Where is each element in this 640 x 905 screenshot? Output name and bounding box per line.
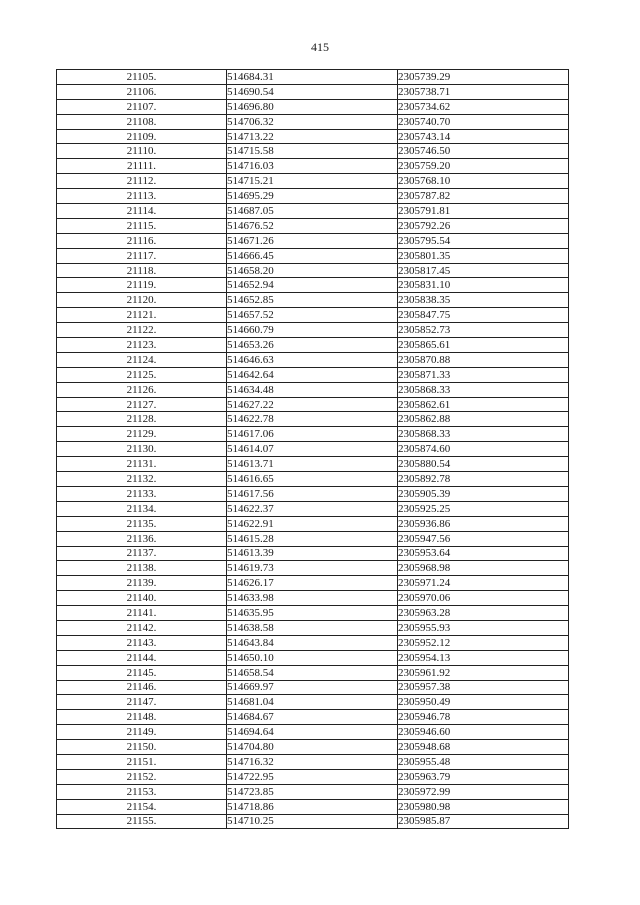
x-coordinate-cell: 514690.54 [227, 84, 398, 99]
point-number-cell: 21123. [57, 338, 227, 353]
page-number: 415 [311, 40, 329, 54]
point-number-cell: 21134. [57, 501, 227, 516]
y-coordinate-cell: 2305955.48 [398, 754, 569, 769]
y-coordinate-cell: 2305950.49 [398, 695, 569, 710]
y-coordinate-cell: 2305955.93 [398, 620, 569, 635]
x-coordinate-cell: 514684.67 [227, 710, 398, 725]
x-coordinate-cell: 514635.95 [227, 606, 398, 621]
table-row [57, 308, 569, 323]
table-row [57, 501, 569, 516]
x-coordinate-cell: 514642.64 [227, 367, 398, 382]
x-coordinate-cell: 514650.10 [227, 650, 398, 665]
y-coordinate-cell: 2305795.54 [398, 233, 569, 248]
table-row [57, 650, 569, 665]
x-coordinate-cell: 514696.80 [227, 99, 398, 114]
x-coordinate-cell: 514616.65 [227, 472, 398, 487]
y-coordinate-cell: 2305963.28 [398, 606, 569, 621]
table-row [57, 263, 569, 278]
y-coordinate-cell: 2305847.75 [398, 308, 569, 323]
table-row [57, 680, 569, 695]
y-coordinate-cell: 2305862.61 [398, 397, 569, 412]
table-row [57, 218, 569, 233]
point-number-cell: 21107. [57, 99, 227, 114]
table-row [57, 233, 569, 248]
y-coordinate-cell: 2305801.35 [398, 248, 569, 263]
x-coordinate-cell: 514622.91 [227, 516, 398, 531]
point-number-cell: 21114. [57, 204, 227, 219]
table-row [57, 784, 569, 799]
table-row [57, 367, 569, 382]
point-number-cell: 21135. [57, 516, 227, 531]
y-coordinate-cell: 2305946.78 [398, 710, 569, 725]
table-row [57, 710, 569, 725]
table-row [57, 725, 569, 740]
point-number-cell: 21109. [57, 129, 227, 144]
point-number-cell: 21124. [57, 352, 227, 367]
point-number-cell: 21133. [57, 486, 227, 501]
y-coordinate-cell: 2305980.98 [398, 799, 569, 814]
x-coordinate-cell: 514613.71 [227, 457, 398, 472]
y-coordinate-cell: 2305817.45 [398, 263, 569, 278]
y-coordinate-cell: 2305768.10 [398, 174, 569, 189]
y-coordinate-cell: 2305961.92 [398, 665, 569, 680]
y-coordinate-cell: 2305953.64 [398, 546, 569, 561]
table-row [57, 606, 569, 621]
x-coordinate-cell: 514627.22 [227, 397, 398, 412]
x-coordinate-cell: 514718.86 [227, 799, 398, 814]
x-coordinate-cell: 514652.94 [227, 278, 398, 293]
x-coordinate-cell: 514613.39 [227, 546, 398, 561]
y-coordinate-cell: 2305743.14 [398, 129, 569, 144]
point-number-cell: 21149. [57, 725, 227, 740]
point-number-cell: 21122. [57, 323, 227, 338]
x-coordinate-cell: 514723.85 [227, 784, 398, 799]
x-coordinate-cell: 514634.48 [227, 382, 398, 397]
x-coordinate-cell: 514660.79 [227, 323, 398, 338]
y-coordinate-cell: 2305936.86 [398, 516, 569, 531]
point-number-cell: 21110. [57, 144, 227, 159]
y-coordinate-cell: 2305738.71 [398, 84, 569, 99]
point-number-cell: 21154. [57, 799, 227, 814]
point-number-cell: 21144. [57, 650, 227, 665]
x-coordinate-cell: 514713.22 [227, 129, 398, 144]
table-row [57, 129, 569, 144]
x-coordinate-cell: 514715.21 [227, 174, 398, 189]
x-coordinate-cell: 514706.32 [227, 114, 398, 129]
table-row [57, 457, 569, 472]
table-row [57, 591, 569, 606]
point-number-cell: 21112. [57, 174, 227, 189]
x-coordinate-cell: 514716.03 [227, 159, 398, 174]
y-coordinate-cell: 2305968.98 [398, 561, 569, 576]
table-row [57, 561, 569, 576]
point-number-cell: 21136. [57, 531, 227, 546]
x-coordinate-cell: 514710.25 [227, 814, 398, 829]
table-row [57, 159, 569, 174]
table-row [57, 144, 569, 159]
point-number-cell: 21120. [57, 293, 227, 308]
table-row [57, 427, 569, 442]
x-coordinate-cell: 514704.80 [227, 740, 398, 755]
y-coordinate-cell: 2305880.54 [398, 457, 569, 472]
y-coordinate-cell: 2305739.29 [398, 70, 569, 85]
table-row [57, 174, 569, 189]
y-coordinate-cell: 2305972.99 [398, 784, 569, 799]
table-row [57, 278, 569, 293]
table-row [57, 99, 569, 114]
x-coordinate-cell: 514622.78 [227, 412, 398, 427]
y-coordinate-cell: 2305734.62 [398, 99, 569, 114]
coordinates-table [56, 69, 569, 829]
point-number-cell: 21132. [57, 472, 227, 487]
y-coordinate-cell: 2305852.73 [398, 323, 569, 338]
table-row [57, 382, 569, 397]
point-number-cell: 21142. [57, 620, 227, 635]
x-coordinate-cell: 514676.52 [227, 218, 398, 233]
point-number-cell: 21117. [57, 248, 227, 263]
x-coordinate-cell: 514716.32 [227, 754, 398, 769]
x-coordinate-cell: 514695.29 [227, 189, 398, 204]
table-row [57, 546, 569, 561]
y-coordinate-cell: 2305787.82 [398, 189, 569, 204]
x-coordinate-cell: 514722.95 [227, 769, 398, 784]
table-row [57, 412, 569, 427]
table-row [57, 665, 569, 680]
x-coordinate-cell: 514715.58 [227, 144, 398, 159]
point-number-cell: 21128. [57, 412, 227, 427]
x-coordinate-cell: 514658.54 [227, 665, 398, 680]
coordinates-table-body [57, 70, 569, 829]
table-row [57, 695, 569, 710]
y-coordinate-cell: 2305862.88 [398, 412, 569, 427]
x-coordinate-cell: 514643.84 [227, 635, 398, 650]
point-number-cell: 21130. [57, 442, 227, 457]
table-row [57, 740, 569, 755]
y-coordinate-cell: 2305971.24 [398, 576, 569, 591]
point-number-cell: 21113. [57, 189, 227, 204]
point-number-cell: 21125. [57, 367, 227, 382]
table-row [57, 352, 569, 367]
y-coordinate-cell: 2305970.06 [398, 591, 569, 606]
point-number-cell: 21106. [57, 84, 227, 99]
x-coordinate-cell: 514617.56 [227, 486, 398, 501]
x-coordinate-cell: 514646.63 [227, 352, 398, 367]
y-coordinate-cell: 2305946.60 [398, 725, 569, 740]
y-coordinate-cell: 2305874.60 [398, 442, 569, 457]
y-coordinate-cell: 2305870.88 [398, 352, 569, 367]
x-coordinate-cell: 514658.20 [227, 263, 398, 278]
point-number-cell: 21118. [57, 263, 227, 278]
point-number-cell: 21131. [57, 457, 227, 472]
x-coordinate-cell: 514657.52 [227, 308, 398, 323]
point-number-cell: 21127. [57, 397, 227, 412]
point-number-cell: 21119. [57, 278, 227, 293]
x-coordinate-cell: 514684.31 [227, 70, 398, 85]
point-number-cell: 21111. [57, 159, 227, 174]
point-number-cell: 21145. [57, 665, 227, 680]
table-row [57, 442, 569, 457]
point-number-cell: 21139. [57, 576, 227, 591]
y-coordinate-cell: 2305952.12 [398, 635, 569, 650]
point-number-cell: 21108. [57, 114, 227, 129]
table-row [57, 799, 569, 814]
point-number-cell: 21155. [57, 814, 227, 829]
x-coordinate-cell: 514694.64 [227, 725, 398, 740]
x-coordinate-cell: 514669.97 [227, 680, 398, 695]
point-number-cell: 21147. [57, 695, 227, 710]
table-row [57, 754, 569, 769]
table-row [57, 70, 569, 85]
table-row [57, 248, 569, 263]
x-coordinate-cell: 514681.04 [227, 695, 398, 710]
table-row [57, 486, 569, 501]
x-coordinate-cell: 514687.05 [227, 204, 398, 219]
table-row [57, 576, 569, 591]
point-number-cell: 21146. [57, 680, 227, 695]
x-coordinate-cell: 514666.45 [227, 248, 398, 263]
y-coordinate-cell: 2305963.79 [398, 769, 569, 784]
y-coordinate-cell: 2305985.87 [398, 814, 569, 829]
x-coordinate-cell: 514622.37 [227, 501, 398, 516]
point-number-cell: 21153. [57, 784, 227, 799]
point-number-cell: 21138. [57, 561, 227, 576]
y-coordinate-cell: 2305957.38 [398, 680, 569, 695]
table-row [57, 293, 569, 308]
point-number-cell: 21148. [57, 710, 227, 725]
y-coordinate-cell: 2305792.26 [398, 218, 569, 233]
table-row [57, 531, 569, 546]
table-row [57, 814, 569, 829]
x-coordinate-cell: 514653.26 [227, 338, 398, 353]
y-coordinate-cell: 2305925.25 [398, 501, 569, 516]
y-coordinate-cell: 2305947.56 [398, 531, 569, 546]
point-number-cell: 21143. [57, 635, 227, 650]
point-number-cell: 21115. [57, 218, 227, 233]
y-coordinate-cell: 2305865.61 [398, 338, 569, 353]
y-coordinate-cell: 2305831.10 [398, 278, 569, 293]
x-coordinate-cell: 514615.28 [227, 531, 398, 546]
y-coordinate-cell: 2305892.78 [398, 472, 569, 487]
x-coordinate-cell: 514626.17 [227, 576, 398, 591]
y-coordinate-cell: 2305868.33 [398, 427, 569, 442]
table-row [57, 397, 569, 412]
x-coordinate-cell: 514619.73 [227, 561, 398, 576]
table-row [57, 189, 569, 204]
point-number-cell: 21137. [57, 546, 227, 561]
y-coordinate-cell: 2305838.35 [398, 293, 569, 308]
table-row [57, 635, 569, 650]
y-coordinate-cell: 2305871.33 [398, 367, 569, 382]
y-coordinate-cell: 2305948.68 [398, 740, 569, 755]
x-coordinate-cell: 514671.26 [227, 233, 398, 248]
point-number-cell: 21151. [57, 754, 227, 769]
table-row [57, 516, 569, 531]
point-number-cell: 21129. [57, 427, 227, 442]
table-row [57, 620, 569, 635]
point-number-cell: 21150. [57, 740, 227, 755]
point-number-cell: 21141. [57, 606, 227, 621]
table-row [57, 338, 569, 353]
point-number-cell: 21152. [57, 769, 227, 784]
y-coordinate-cell: 2305954.13 [398, 650, 569, 665]
x-coordinate-cell: 514652.85 [227, 293, 398, 308]
x-coordinate-cell: 514617.06 [227, 427, 398, 442]
x-coordinate-cell: 514633.98 [227, 591, 398, 606]
point-number-cell: 21116. [57, 233, 227, 248]
point-number-cell: 21140. [57, 591, 227, 606]
y-coordinate-cell: 2305868.33 [398, 382, 569, 397]
y-coordinate-cell: 2305905.39 [398, 486, 569, 501]
table-row [57, 769, 569, 784]
x-coordinate-cell: 514638.58 [227, 620, 398, 635]
table-row [57, 472, 569, 487]
table-row [57, 84, 569, 99]
point-number-cell: 21126. [57, 382, 227, 397]
y-coordinate-cell: 2305759.20 [398, 159, 569, 174]
point-number-cell: 21105. [57, 70, 227, 85]
x-coordinate-cell: 514614.07 [227, 442, 398, 457]
y-coordinate-cell: 2305746.50 [398, 144, 569, 159]
table-row [57, 114, 569, 129]
y-coordinate-cell: 2305740.70 [398, 114, 569, 129]
point-number-cell: 21121. [57, 308, 227, 323]
table-row [57, 323, 569, 338]
y-coordinate-cell: 2305791.81 [398, 204, 569, 219]
table-row [57, 204, 569, 219]
